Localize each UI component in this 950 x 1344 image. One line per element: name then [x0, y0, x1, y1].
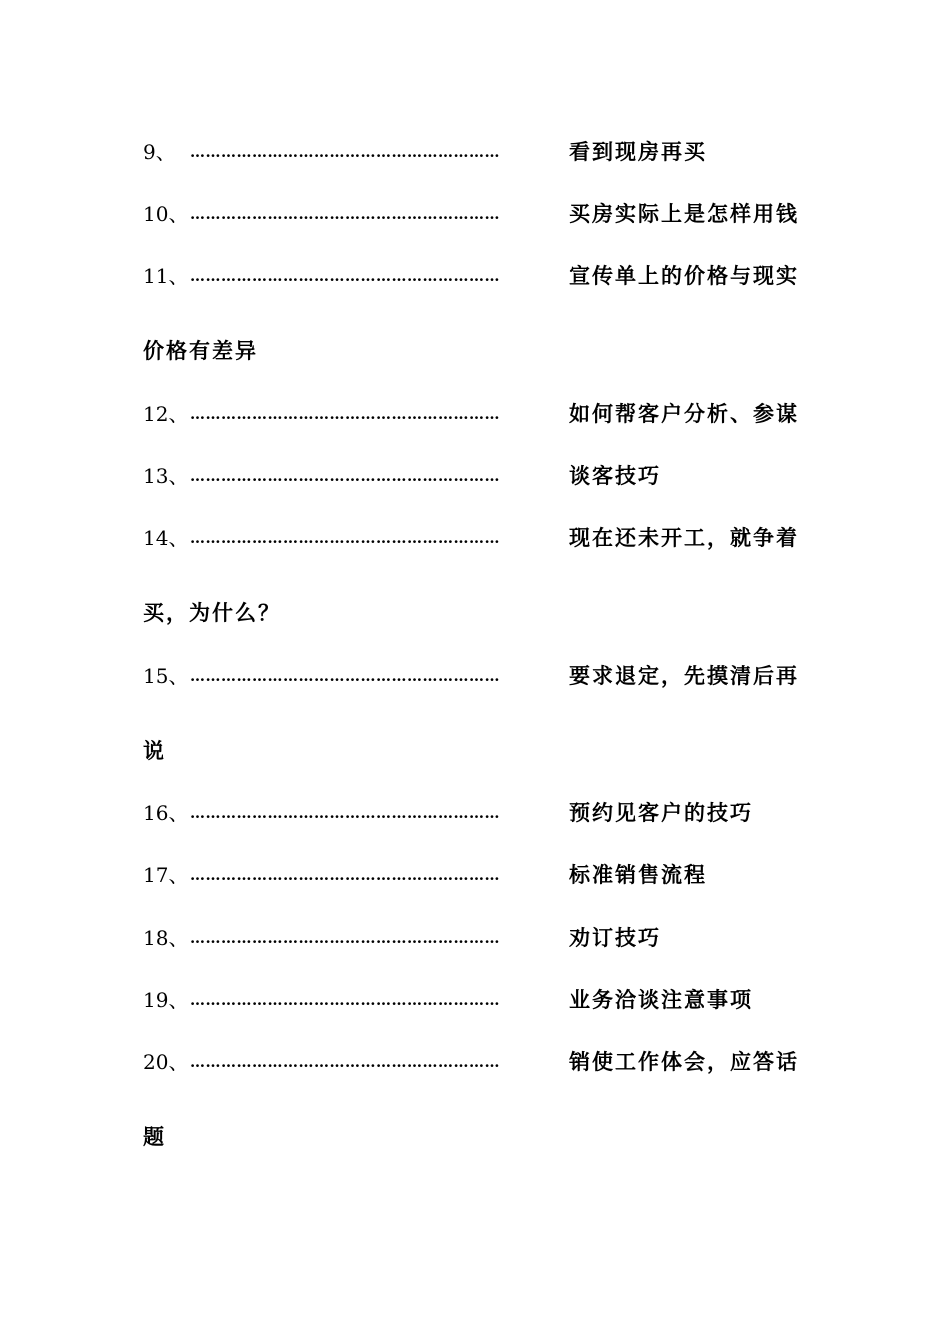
toc-title: 看到现房再买	[569, 139, 707, 164]
toc-leader-dots: ……………………………………………………	[190, 405, 500, 423]
toc-title: 买房实际上是怎样用钱	[569, 201, 799, 226]
toc-leader-dots: ……………………………………………………	[190, 267, 500, 285]
toc-number: 18、	[143, 926, 189, 950]
toc-number: 13、	[143, 464, 189, 488]
toc-number: 16、	[143, 801, 189, 825]
toc-entry-20	[143, 1045, 799, 1079]
toc-title: 现在还未开工，就争着	[569, 525, 799, 550]
toc-entry-13	[143, 459, 793, 493]
toc-number: 12、	[143, 402, 189, 426]
toc-leader-dots: ……………………………………………………	[190, 205, 500, 223]
toc-entry-19	[143, 983, 793, 1017]
toc-title: 宣传单上的价格与现实	[569, 263, 799, 288]
toc-number: 19、	[143, 988, 189, 1012]
toc-title: 要求退定，先摸清后再	[569, 663, 799, 688]
toc-leader-dots: ……………………………………………………	[190, 866, 500, 884]
toc-title: 预约见客户的技巧	[569, 800, 753, 825]
toc-entry-20-continuation: 题	[143, 1124, 166, 1149]
toc-number: 11、	[143, 264, 189, 288]
toc-leader-dots: ……………………………………………………	[190, 991, 500, 1009]
toc-leader-dots: ……………………………………………………	[190, 1053, 500, 1071]
toc-title: 销使工作体会，应答话	[569, 1049, 799, 1074]
toc-entry-15-continuation: 说	[143, 738, 166, 763]
toc-entry-11-continuation: 价格有差异	[143, 338, 258, 363]
toc-entry-12	[143, 397, 799, 431]
toc-entry-18	[143, 921, 793, 955]
toc-number: 9、	[143, 140, 176, 164]
toc-leader-dots: ……………………………………………………	[190, 929, 500, 947]
toc-leader-dots: ……………………………………………………	[190, 467, 500, 485]
toc-title: 如何帮客户分析、参谋	[569, 401, 799, 426]
toc-title: 谈客技巧	[569, 463, 661, 488]
toc-entry-11	[143, 259, 799, 293]
toc-number: 20、	[143, 1050, 189, 1074]
toc-title: 劝订技巧	[569, 925, 661, 950]
toc-number: 15、	[143, 664, 189, 688]
toc-entry-16	[143, 796, 793, 830]
toc-entry-14	[143, 521, 799, 555]
toc-title: 业务洽谈注意事项	[569, 987, 753, 1012]
toc-leader-dots: ……………………………………………………	[190, 529, 500, 547]
toc-number: 17、	[143, 863, 189, 887]
toc-leader-dots: ……………………………………………………	[190, 667, 500, 685]
toc-entry-9	[143, 135, 793, 169]
toc-entry-10	[143, 197, 799, 231]
toc-leader-dots: ……………………………………………………	[190, 143, 500, 161]
toc-entry-14-continuation: 买，为什么？	[143, 600, 281, 625]
toc-entry-17	[143, 858, 793, 892]
toc-number: 10、	[143, 202, 189, 226]
toc-number: 14、	[143, 526, 189, 550]
toc-leader-dots: ……………………………………………………	[190, 804, 500, 822]
toc-entry-15	[143, 659, 799, 693]
toc-title: 标准销售流程	[569, 862, 707, 887]
